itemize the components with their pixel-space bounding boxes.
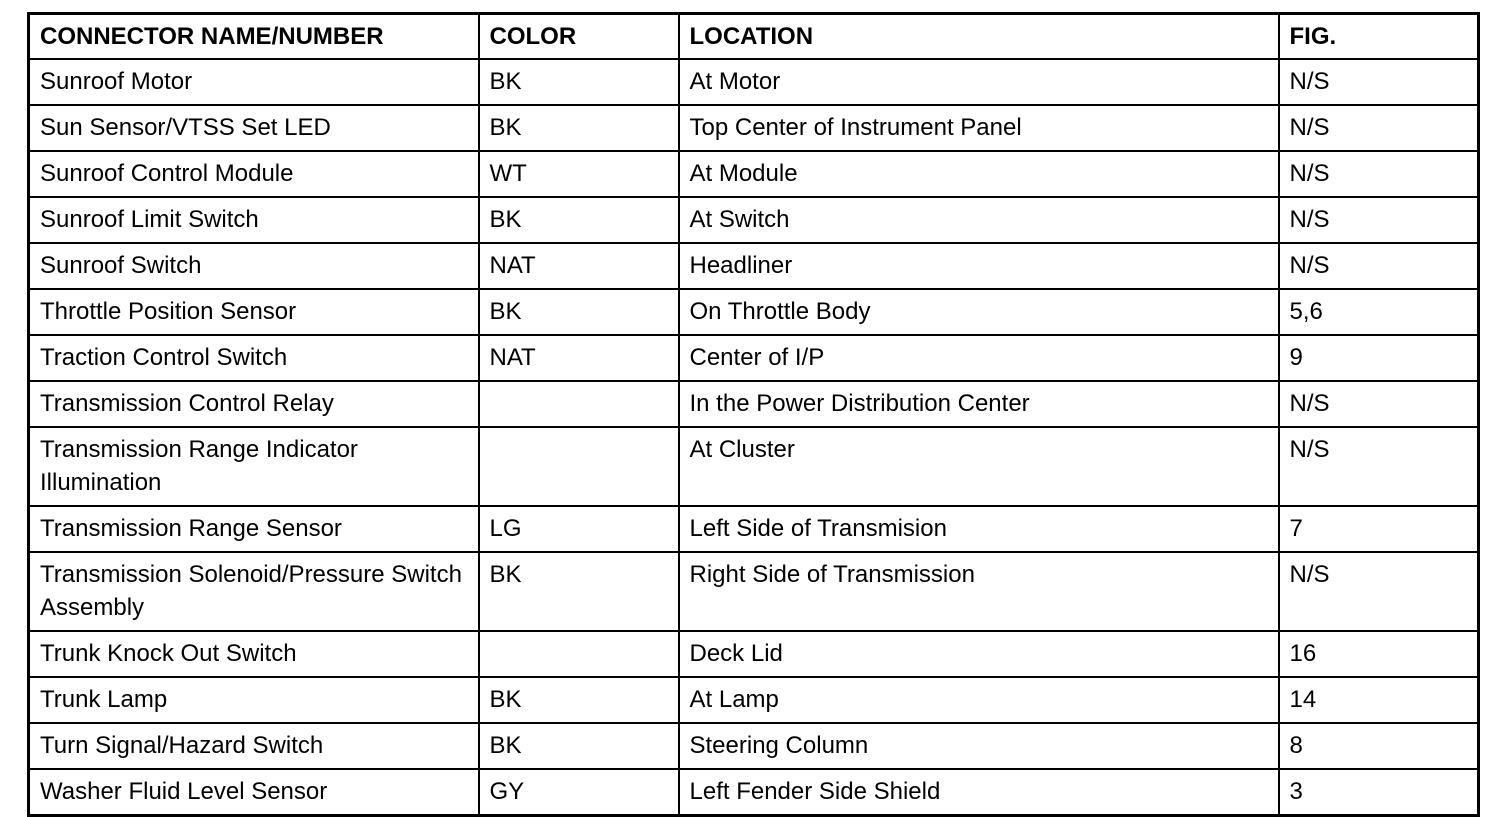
cell-color: NAT [479, 243, 679, 289]
table-row [29, 59, 1479, 105]
table-row [29, 335, 1479, 381]
header-color: COLOR [479, 14, 679, 60]
header-location: LOCATION [679, 14, 1279, 60]
cell-color: WT [479, 151, 679, 197]
cell-connector-name: Sun Sensor/VTSS Set LED [29, 105, 479, 151]
cell-fig: N/S [1279, 197, 1479, 243]
cell-connector-name: Sunroof Motor [29, 59, 479, 105]
cell-location: At Module [679, 151, 1279, 197]
cell-color [479, 381, 679, 427]
cell-connector-name: Sunroof Control Module [29, 151, 479, 197]
cell-fig: N/S [1279, 105, 1479, 151]
cell-color: BK [479, 59, 679, 105]
cell-color: LG [479, 506, 679, 552]
table-row [29, 677, 1479, 723]
cell-fig: 7 [1279, 506, 1479, 552]
cell-fig: N/S [1279, 381, 1479, 427]
table-row [29, 151, 1479, 197]
cell-location: Right Side of Transmission [679, 552, 1279, 631]
cell-fig: 16 [1279, 631, 1479, 677]
cell-location: Top Center of Instrument Panel [679, 105, 1279, 151]
cell-connector-name: Trunk Knock Out Switch [29, 631, 479, 677]
cell-location: In the Power Distribution Center [679, 381, 1279, 427]
table-row [29, 506, 1479, 552]
cell-color: BK [479, 552, 679, 631]
cell-fig: 8 [1279, 723, 1479, 769]
table-row [29, 243, 1479, 289]
table-row [29, 427, 1479, 506]
cell-color [479, 427, 679, 506]
cell-color: BK [479, 677, 679, 723]
cell-location: At Motor [679, 59, 1279, 105]
cell-location: Left Fender Side Shield [679, 769, 1279, 816]
cell-color: BK [479, 105, 679, 151]
cell-location: At Cluster [679, 427, 1279, 506]
table-row [29, 769, 1479, 816]
cell-color [479, 631, 679, 677]
cell-location: At Lamp [679, 677, 1279, 723]
table-row [29, 105, 1479, 151]
cell-connector-name: Washer Fluid Level Sensor [29, 769, 479, 816]
cell-location: Deck Lid [679, 631, 1279, 677]
table-row [29, 552, 1479, 631]
cell-location: Steering Column [679, 723, 1279, 769]
cell-connector-name: Throttle Position Sensor [29, 289, 479, 335]
cell-fig: N/S [1279, 151, 1479, 197]
cell-connector-name: Transmission Solenoid/Pressure Switch Assembly [29, 552, 479, 631]
cell-fig: N/S [1279, 427, 1479, 506]
cell-location: On Throttle Body [679, 289, 1279, 335]
cell-color: BK [479, 289, 679, 335]
cell-fig: 9 [1279, 335, 1479, 381]
header-fig: FIG. [1279, 14, 1479, 60]
cell-location: Left Side of Transmision [679, 506, 1279, 552]
cell-location: Headliner [679, 243, 1279, 289]
cell-location: At Switch [679, 197, 1279, 243]
cell-connector-name: Transmission Range Indicator Illumination [29, 427, 479, 506]
cell-color: BK [479, 723, 679, 769]
table-row [29, 631, 1479, 677]
header-connector-name: CONNECTOR NAME/NUMBER [29, 14, 479, 60]
cell-fig: 14 [1279, 677, 1479, 723]
table-row [29, 289, 1479, 335]
table-header-row [29, 14, 1479, 60]
cell-fig: N/S [1279, 243, 1479, 289]
cell-connector-name: Traction Control Switch [29, 335, 479, 381]
cell-fig: 5,6 [1279, 289, 1479, 335]
table-row [29, 197, 1479, 243]
cell-color: NAT [479, 335, 679, 381]
table-row [29, 381, 1479, 427]
cell-fig: N/S [1279, 552, 1479, 631]
cell-fig: 3 [1279, 769, 1479, 816]
cell-color: GY [479, 769, 679, 816]
cell-connector-name: Transmission Range Sensor [29, 506, 479, 552]
cell-connector-name: Trunk Lamp [29, 677, 479, 723]
cell-connector-name: Sunroof Switch [29, 243, 479, 289]
cell-connector-name: Transmission Control Relay [29, 381, 479, 427]
cell-color: BK [479, 197, 679, 243]
table-row [29, 723, 1479, 769]
cell-connector-name: Sunroof Limit Switch [29, 197, 479, 243]
connector-table [27, 12, 1480, 817]
cell-fig: N/S [1279, 59, 1479, 105]
cell-connector-name: Turn Signal/Hazard Switch [29, 723, 479, 769]
cell-location: Center of I/P [679, 335, 1279, 381]
